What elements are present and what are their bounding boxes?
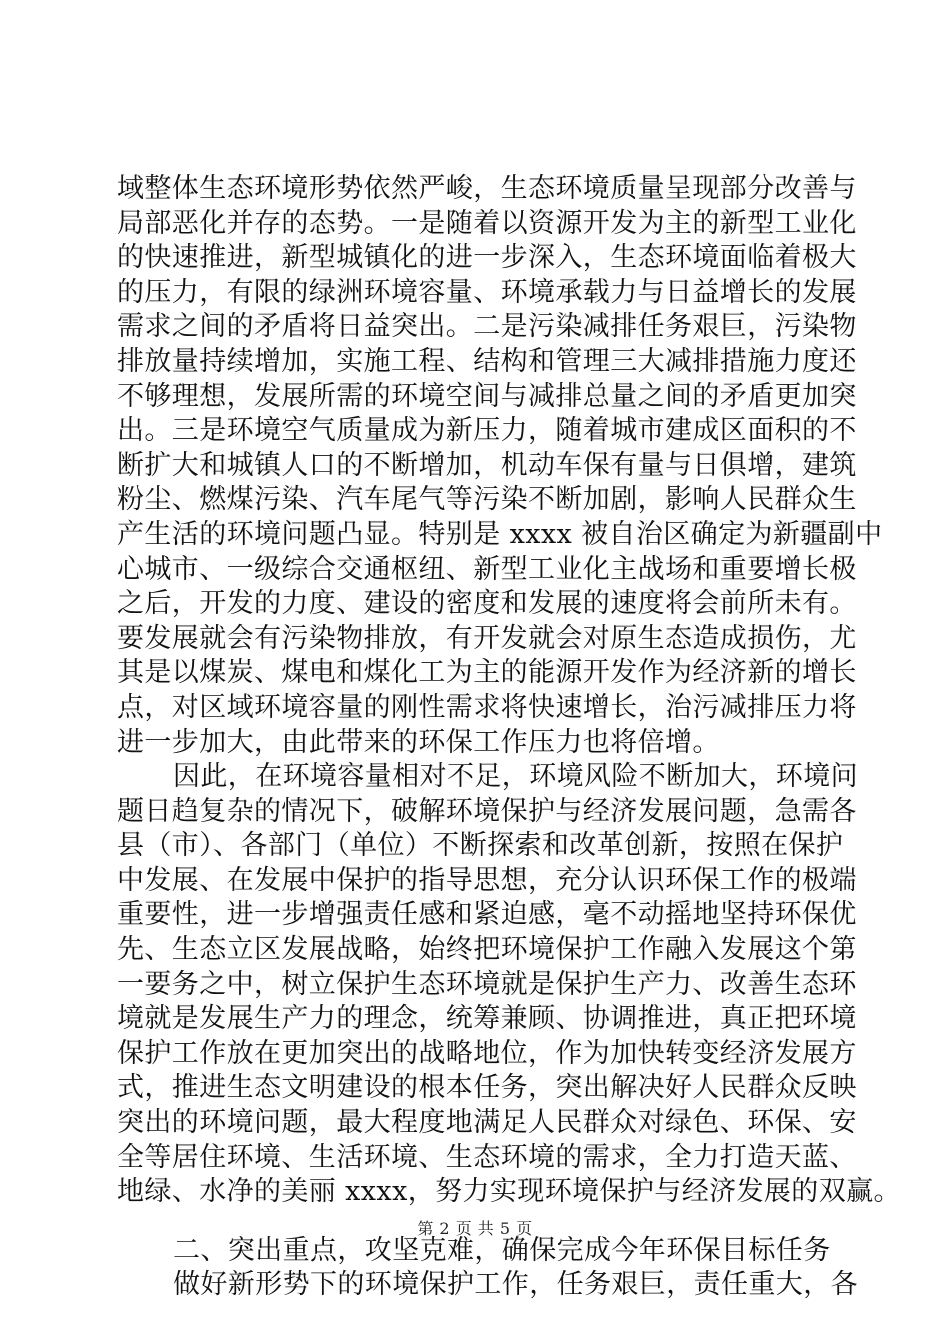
text-line: 点，对区域环境容量的刚性需求将快速增长，治污减排压力将: [117, 691, 857, 723]
text-line: 县（市）、各部门（单位）不断探索和改革创新，按照在保护: [117, 830, 844, 862]
text-line: 全等居住环境、生活环境、生态环境的需求，全力打造天蓝、: [117, 1141, 857, 1173]
text-line: 不够理想，发展所需的环境空间与减排总量之间的矛盾更加突: [117, 380, 857, 412]
text-line: 断扩大和城镇人口的不断增加，机动车保有量与日俱增，建筑: [117, 449, 857, 481]
paragraph-2: [117, 760, 901, 1210]
text-line: 其是以煤炭、煤电和煤化工为主的能源开发作为经济新的增长: [117, 657, 857, 689]
text-line: 需求之间的矛盾将日益突出。二是污染减排任务艰巨，污染物: [117, 311, 857, 343]
text-line: 的压力，有限的绿洲环境容量、环境承载力与日益增长的发展: [117, 276, 857, 308]
text-line: 心城市、一级综合交通枢纽、新型工业化主战场和重要增长极: [117, 553, 857, 585]
text-line: 粉尘、燃煤污染、汽车尾气等污染不断加剧，影响人民群众生: [117, 484, 857, 516]
text-line: 出。三是环境空气质量成为新压力，随着城市建成区面积的不: [117, 415, 857, 447]
paragraph-3: [117, 1268, 858, 1303]
text-line: 做好新形势下的环境保护工作，任务艰巨，责任重大，各: [173, 1269, 858, 1301]
text-line: 因此，在环境容量相对不足，环境风险不断加大，环境问: [173, 761, 858, 793]
text-line: 域整体生态环境形势依然严峻，生态环境质量呈现部分改善与: [117, 173, 857, 204]
text-line: 排放量持续增加，实施工程、结构和管理三大减排措施力度还: [117, 345, 857, 377]
text-line: 式，推进生态文明建设的根本任务，突出解决好人民群众反映: [117, 1072, 857, 1104]
paragraph-1: [117, 172, 883, 760]
body-text: [117, 172, 901, 1303]
text-line: 产生活的环境问题凸显。特别是 xxxx 被自治区确定为新疆副中: [117, 518, 883, 550]
text-line: 中发展、在发展中保护的指导思想，充分认识环保工作的极端: [117, 864, 857, 896]
text-line: 境就是发展生产力的理念，统筹兼顾、协调推进，真正把环境: [117, 1003, 857, 1035]
text-line: 要发展就会有污染物排放，有开发就会对原生态造成损伤，尤: [117, 622, 857, 654]
text-line: 局部恶化并存的态势。一是随着以资源开发为主的新型工业化: [117, 207, 857, 239]
text-line: 保护工作放在更加突出的战略地位，作为加快转变经济发展方: [117, 1037, 857, 1069]
text-line: 一要务之中，树立保护生态环境就是保护生产力、改善生态环: [117, 968, 857, 1000]
text-line: 题日趋复杂的情况下，破解环境保护与经济发展问题，急需各: [117, 795, 857, 827]
text-line: 先、生态立区发展战略，始终把环境保护工作融入发展这个第: [117, 934, 857, 966]
text-line: 进一步加大，由此带来的环保工作压力也将倍增。: [117, 726, 720, 758]
section-heading: 二、突出重点，攻坚克难，确保完成今年环保目标任务: [173, 1234, 831, 1266]
page-number-footer: 第 2 页 共 5 页: [417, 1219, 533, 1238]
text-line: 地绿、水净的美丽 xxxx，努力实现环境保护与经济发展的双赢。: [117, 1176, 901, 1208]
text-line: 突出的环境问题，最大程度地满足人民群众对绿色、环保、安: [117, 1107, 857, 1139]
text-line: 的快速推进，新型城镇化的进一步深入，生态环境面临着极大: [117, 242, 857, 274]
text-line: 重要性，进一步增强责任感和紧迫感，毫不动摇地坚持环保优: [117, 899, 857, 931]
text-line: 之后，开发的力度、建设的密度和发展的速度将会前所未有。: [117, 588, 857, 620]
